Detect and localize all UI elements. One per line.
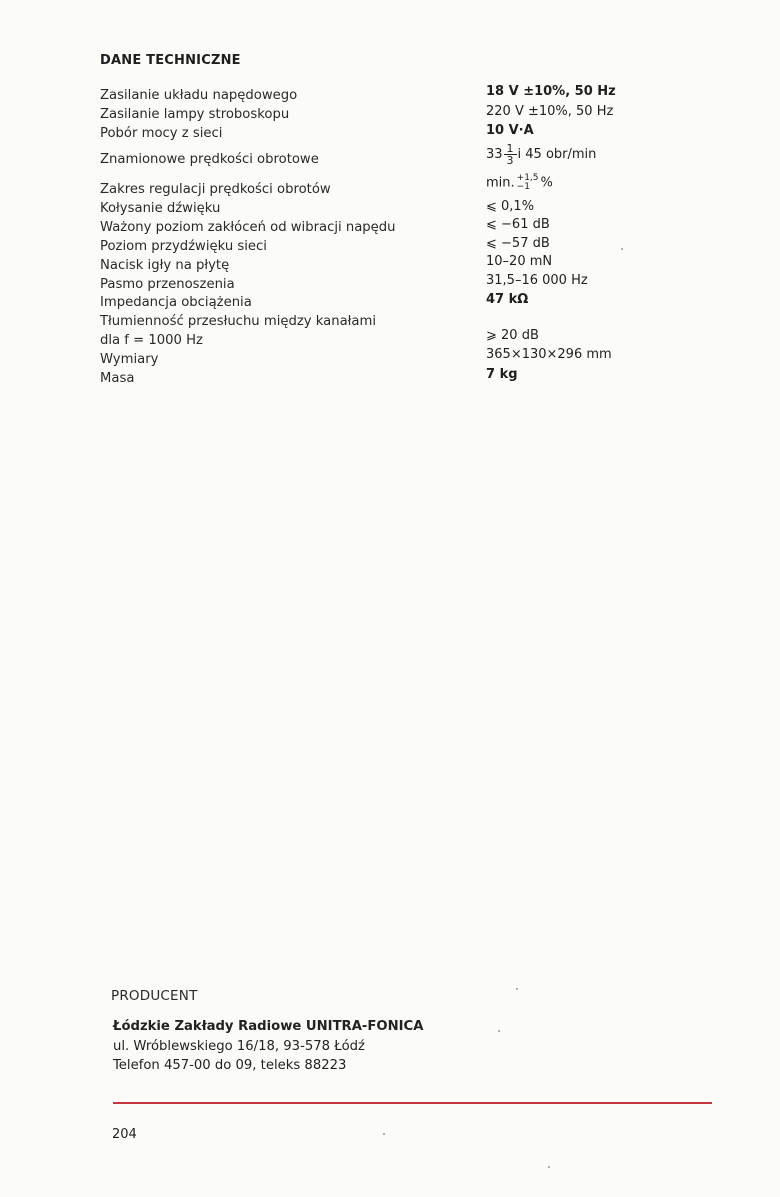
tolerance-lower: −1 [516,182,530,192]
spec-value: ⩽ −57 dB [486,236,550,251]
scan-speck [516,988,518,990]
value-suffix: % [540,175,553,191]
spec-value: 31,5–16 000 Hz [486,273,588,288]
value-suffix: i 45 obr/min [517,147,597,162]
value-prefix: min. [486,175,515,191]
value-prefix: 33 [486,147,503,162]
fraction-numerator: 1 [504,143,517,155]
spec-label: Poziom przydźwięku sieci [100,239,267,254]
page-number: 204 [112,1127,137,1142]
spec-value: 7 kg [486,367,518,382]
spec-label: dla f = 1000 Hz [100,333,203,348]
spec-label: Masa [100,371,135,386]
scan-speck [621,248,623,250]
footer-rule [113,1102,712,1104]
producer-heading: PRODUCENT [111,988,198,1004]
spec-label: Zakres regulacji prędkości obrotów [100,182,331,197]
spec-value: 365×130×296 mm [486,347,612,362]
spec-value: ⩽ −61 dB [486,217,550,232]
spec-label: Kołysanie dźwięku [100,201,221,216]
producer-phone: Telefon 457-00 do 09, teleks 88223 [113,1058,347,1073]
scan-speck [383,1133,385,1135]
spec-value-tolerance [486,174,553,192]
spec-label: Wymiary [100,352,159,367]
spec-label: Impedancja obciążenia [100,295,252,310]
spec-value: ⩽ 0,1% [486,199,535,214]
fraction-denominator: 3 [506,154,514,167]
section-heading: DANE TECHNICZNE [100,53,241,68]
fraction [504,143,517,166]
spec-value-fraction [486,143,596,166]
spec-value: 10–20 mN [486,254,553,269]
spec-value: 47 kΩ [486,292,529,307]
producer-address: ul. Wróblewskiego 16/18, 93-578 Łódź [113,1039,365,1054]
spec-value: 220 V ±10%, 50 Hz [486,104,614,119]
scan-speck [498,1030,500,1032]
spec-label: Tłumienność przesłuchu między kanałami [100,314,377,329]
spec-label: Nacisk igły na płytę [100,258,230,273]
producer-name: Łódzkie Zakłady Radiowe UNITRA-FONICA [113,1019,424,1034]
spec-value: 18 V ±10%, 50 Hz [486,84,616,99]
spec-label: Znamionowe prędkości obrotowe [100,152,319,167]
spec-value: 10 V·A [486,123,534,138]
scan-speck [548,1166,550,1168]
spec-label: Zasilanie lampy stroboskopu [100,107,290,122]
tolerance-upper: +1,5 [516,173,539,183]
spec-label: Ważony poziom zakłóceń od wibracji napędu [100,220,396,235]
spec-label: Zasilanie układu napędowego [100,88,298,103]
spec-label: Pobór mocy z sieci [100,126,223,141]
tolerance [517,174,539,192]
spec-label: Pasmo przenoszenia [100,277,235,292]
spec-value: ⩾ 20 dB [486,328,539,343]
